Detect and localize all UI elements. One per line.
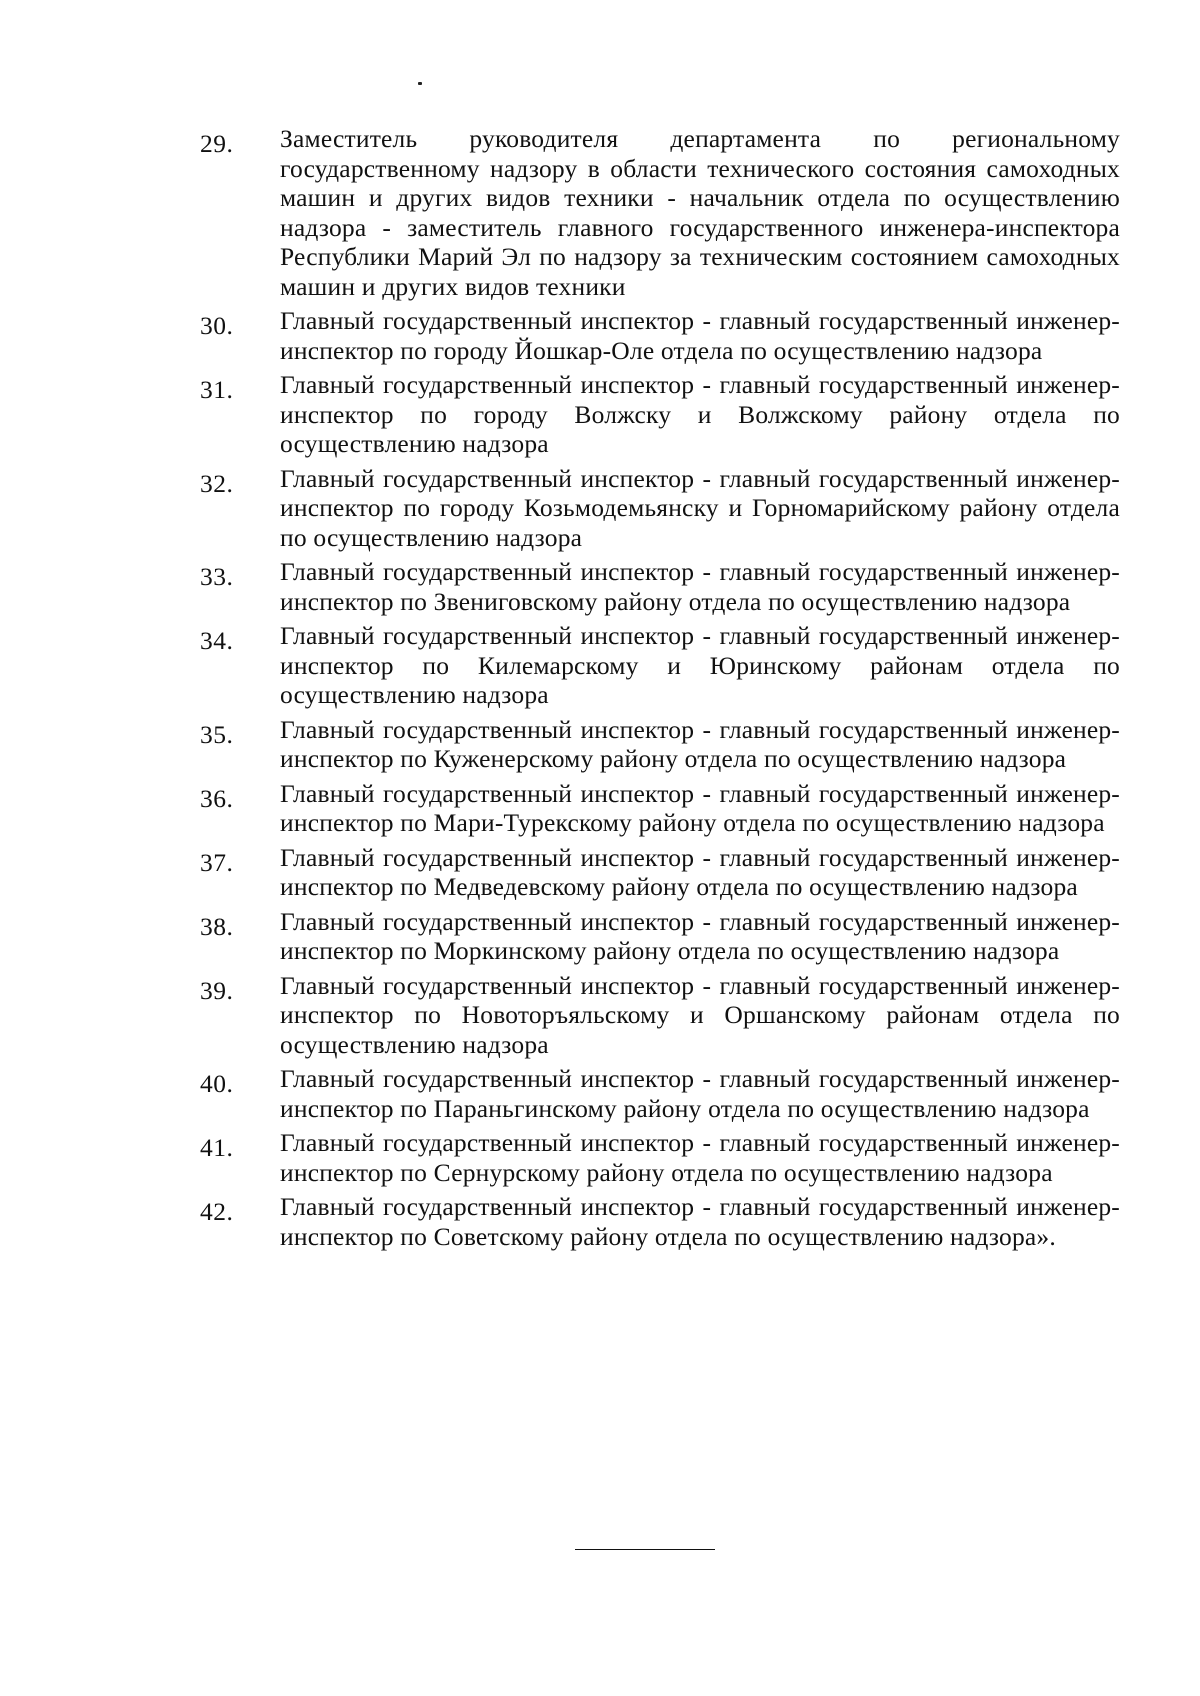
item-text: Главный государственный инспектор - главный государственный инженер-инспектор по Мари-Турекскому району отдела по осуществлению надзора [280, 778, 1120, 837]
list-item [200, 843, 1120, 902]
item-text: Главный государственный инспектор - главный государственный инженер-инспектор по городу Козьмодемьянску и Горномарийскому району отдела по осуществлению надзора [280, 463, 1120, 552]
item-text: Главный государственный инспектор - главный государственный инженер-инспектор по Медведевскому району отдела по осуществлению надзора [280, 842, 1120, 901]
list-item [200, 621, 1120, 710]
position-list [200, 124, 1120, 1256]
end-divider-line [575, 1549, 715, 1550]
list-item [200, 779, 1120, 838]
item-number: 40. [200, 1069, 234, 1098]
item-text: Главный государственный инспектор - главный государственный инженер-инспектор по Моркинскому району отдела по осуществлению надзора [280, 906, 1120, 965]
item-text: Главный государственный инспектор - главный государственный инженер-инспектор по Новоторъяльскому и Оршанскому районам отдела по осуществлению надзора [280, 970, 1120, 1059]
list-item [200, 715, 1120, 774]
item-number: 42. [200, 1197, 234, 1226]
item-number: 37. [200, 847, 234, 877]
item-number: 30. [200, 311, 234, 340]
list-item [200, 557, 1120, 616]
item-number: 35. [200, 719, 234, 749]
item-number: 31. [200, 375, 234, 404]
item-number: 41. [200, 1133, 234, 1162]
item-text: Главный государственный инспектор - главный государственный инженер-инспектор по Параньгинскому району отдела по осуществлению надзора [280, 1064, 1120, 1123]
item-number: 36. [200, 783, 234, 813]
list-item [200, 124, 1120, 301]
list-item [200, 907, 1120, 966]
item-number: 39. [200, 975, 234, 1005]
list-item [200, 1064, 1120, 1123]
item-text: Главный государственный инспектор - главный государственный инженер-инспектор по городу Йошкар-Оле отдела по осуществлению надзора [280, 306, 1120, 365]
list-item [200, 306, 1120, 365]
item-text: Главный государственный инспектор - главный государственный инженер-инспектор по Советскому району отдела по осуществлению надзора». [280, 1192, 1120, 1251]
list-item [200, 971, 1120, 1060]
list-item [200, 464, 1120, 553]
item-number: 38. [200, 911, 234, 941]
item-text: Главный государственный инспектор - главный государственный инженер-инспектор по Звениговскому району отдела по осуществлению надзора [280, 557, 1120, 616]
item-text: Заместитель руководителя департамента по региональному государственному надзору в области технического состояния самоходных машин и других видов техники - начальник отдела по осуществлению надзора - заместитель главного государственного инженера-инспектора Республики Марий Эл по надзору за техническим состоянием самоходных машин и других видов техники [280, 124, 1120, 301]
item-text: Главный государственный инспектор - главный государственный инженер-инспектор по городу Волжску и Волжскому району отдела по осуществлению надзора [280, 370, 1120, 458]
item-text: Главный государственный инспектор - главный государственный инженер-инспектор по Сернурскому району отдела по осуществлению надзора [280, 1128, 1120, 1187]
scan-speck [418, 82, 422, 85]
list-item [200, 1192, 1120, 1251]
item-text: Главный государственный инспектор - главный государственный инженер-инспектор по Килемарскому и Юринскому районам отдела по осуществлению надзора [280, 621, 1120, 709]
item-text: Главный государственный инспектор - главный государственный инженер-инспектор по Куженерскому району отдела по осуществлению надзора [280, 714, 1120, 773]
item-number: 33. [200, 562, 234, 591]
list-item [200, 1128, 1120, 1187]
item-number: 34. [200, 626, 234, 655]
item-number: 32. [200, 468, 234, 498]
item-number: 29. [200, 129, 234, 158]
list-item [200, 370, 1120, 459]
